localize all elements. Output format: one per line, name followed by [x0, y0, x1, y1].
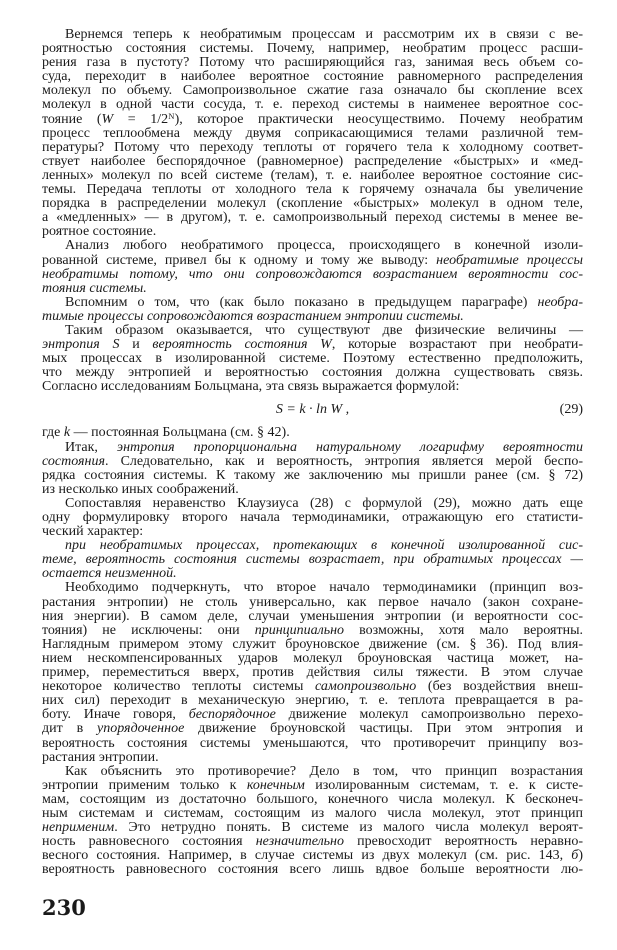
text-segment: тояние ( [42, 111, 102, 127]
text-line [42, 708, 583, 722]
text-line: вероятность состояния системы уменьшаются, что противоречит принципу воз- [42, 735, 583, 751]
text-segment: некоторое количество теплоты системы [42, 679, 316, 695]
text-line: Анализ любого необратимого процесса, происходящего в конечной изоли- [65, 238, 583, 254]
text-line: ческий характер: [42, 524, 144, 540]
text-line [42, 113, 583, 127]
italic-text: самопроизвольно [315, 679, 417, 695]
text-segment: тояния) не исключены: они [42, 622, 255, 638]
text-line: молекул в одной части сосуда, т. е. переход системы в наименее вероятное сос- [42, 97, 583, 113]
italic-text: необратимые процессы [436, 252, 584, 268]
paragraph [42, 539, 583, 581]
text-line: при необратимых процессах, протекающих в конечной изолированной сис- [65, 538, 583, 554]
text-line: Таким образом оказывается, что существуют две физические величины — [65, 322, 583, 338]
formula-29 [42, 394, 583, 426]
text-line: Необходимо подчеркнуть, что второе начало термодинамики (принцип воз- [65, 580, 583, 596]
italic-text: б [571, 848, 579, 864]
text-line: теме, вероятность состояния системы возрастает, при обратимых процессах — [42, 552, 583, 568]
text-line [42, 680, 583, 694]
text-line: мам, состоящим из достаточно большого, конечного числа молекул. К бесконеч- [42, 791, 583, 807]
text-segment: дит в [42, 721, 98, 737]
text-line: пример, переместиться вверх, против действия силы тяжести. В этом случае [42, 665, 583, 681]
formula-expression: S = k · ln W , [275, 402, 350, 418]
italic-text: тояния системы. [42, 280, 147, 296]
text-line: роятное состояние. [42, 224, 157, 240]
paragraph [42, 239, 583, 295]
text-segment: превосходит вероятность неравно- [344, 834, 584, 850]
text-line: ленных» молекул по всей системе (телам), т. е. наиболее вероятное состояние сис- [42, 167, 583, 183]
paragraph [42, 426, 583, 440]
italic-text: энтропия S [42, 337, 120, 353]
text-line: ния энергии). В самом деле, случаи уменьшения энтропии (и вероятности сос- [42, 608, 583, 624]
text-line: одну формулировку второго начала термодинамики, отражающую его статисти- [42, 510, 583, 525]
text-line [42, 296, 583, 310]
formula-number: (29) [559, 402, 583, 418]
text-line: нием нескомпенсированных ударов молекул броуновская частица может, на- [42, 650, 583, 666]
italic-text: принципиально [254, 622, 345, 638]
paragraph [42, 765, 583, 878]
italic-text: W [101, 111, 114, 127]
text-line: мых процессах в изолированной системе. Поэтому естественно предположить, [42, 351, 583, 367]
text-segment: . Это нетрудно понять. В системе из малого числа молекул вероят- [114, 820, 583, 836]
text-line: процесс теплообмена между двумя соприкасающимися телами различной тем- [42, 125, 583, 141]
text-line: рения газа в пустоту? Потому что расширяющийся газ, занимая весь объем со- [42, 55, 583, 71]
text-line: а «медленных» — в другом), т. е. самопроизвольный переход системы в менее ве- [42, 210, 583, 226]
paragraph [42, 441, 583, 497]
italic-text: тимые процессы сопровождаются возрастанием энтропии системы. [42, 308, 464, 324]
text-line: растания энтропии. [42, 749, 159, 765]
text-line [42, 821, 583, 835]
text-segment: энтропии применим только к [42, 777, 247, 793]
text-line [42, 849, 583, 863]
italic-text: необратимы потому, что они сопровождаются возрастанием вероятности сос- [42, 266, 583, 282]
text-line: пературы? Потому что переходу теплоты от горячего тела к холодному соответ- [42, 139, 583, 155]
text-line: них сил) переходит в механическую энергию, т. е. теплота превращается в ра- [42, 693, 583, 709]
text-line: ным системам и системам, состоящим из малого числа молекул, этот принцип [42, 805, 583, 821]
italic-text: вероятность состояния W [152, 337, 332, 353]
italic-text: необра- [537, 294, 583, 310]
paragraph [42, 497, 583, 539]
text-line: из несколько иных соображений. [42, 481, 239, 497]
text-segment: . Следовательно, как и вероятность, энтропия является мерой беспо- [104, 453, 583, 469]
text-line: Как объяснить это противоречие? Дело в том, что принцип возрастания [65, 763, 583, 779]
text-line: Согласно исследованиям Больцмана, эта связь выражается формулой: [42, 379, 460, 395]
text-segment: ность равновесного состояния [42, 834, 256, 850]
paragraph [42, 324, 583, 394]
text-segment: рованной системе, привел бы к одному и тому же выводу: [42, 252, 437, 268]
text-line: порядка в распределении молекул (скопление «быстрых» молекул в одном теле, [42, 196, 583, 212]
page-body [42, 28, 583, 877]
paragraph [42, 28, 583, 239]
text-line [42, 441, 583, 455]
text-line: растания энтропии) не столь универсально, как первое начало (закон сохране- [42, 594, 583, 610]
text-line: суда, переходит в наиболее вероятное состояние равномерного распределения [42, 69, 583, 85]
paragraph [42, 296, 583, 324]
paragraph [42, 581, 583, 764]
text-segment: возможны, хотя мало вероятны. [344, 622, 583, 638]
text-line: Вернемся теперь к необратимым процессам и рассмотрим их в связи с ве- [65, 27, 583, 42]
text-line [42, 779, 583, 793]
text-line [42, 455, 583, 469]
text-segment: (без воздействия внеш- [416, 679, 583, 695]
text-line: что между энтропией и вероятностью состояния должна существовать связь. [42, 365, 583, 381]
italic-text: незначительно [255, 834, 344, 850]
text-segment: движение молекул самопроизвольно перехо- [275, 707, 583, 723]
italic-text: беспорядочное [188, 707, 276, 723]
text-segment: изолированным системам, т. е. к систе- [304, 777, 583, 793]
text-line: остается неизменной. [42, 566, 177, 582]
text-line: ствует наиболее беспорядочное (равномерное) распределение «быстрых» и «мед- [42, 153, 583, 169]
text-line: темы. Передача теплоты от холодного тела к горячему означала бы увеличение [42, 182, 583, 198]
italic-text: неприменим [42, 820, 115, 836]
text-line [42, 722, 583, 736]
italic-text: состояния [42, 453, 105, 469]
text-segment: весного состояния. Например, в случае системы из двух молекул (см. рис. 143, [42, 848, 572, 864]
text-segment: ) [578, 848, 583, 864]
text-segment: и [119, 337, 153, 353]
text-line: молекул по объему. Самопроизвольное сжатие газа означало бы скопление всех [42, 83, 583, 99]
text-line: Сопоставляя неравенство Клаузиуса (28) с формулой (29), можно дать еще [65, 495, 583, 511]
italic-text: k [63, 425, 71, 441]
text-line [42, 338, 583, 352]
text-segment: движение броуновской частицы. При этом энтропия и [184, 721, 584, 737]
text-line [42, 254, 583, 268]
italic-text: энтропия пропорциональна натуральному логарифму вероятности [116, 439, 583, 455]
text-line [42, 624, 583, 638]
text-line [42, 835, 583, 849]
italic-text: упорядоченное [97, 721, 185, 737]
text-line: роятностью состояния системы. Почему, например, необратим процесс расши- [42, 41, 583, 57]
page-number: 230 [42, 895, 86, 920]
text-line [42, 282, 583, 296]
italic-text: конечным [246, 777, 305, 793]
text-line: вероятность равновесного состояния всего лишь вдвое больше вероятности лю- [42, 862, 583, 878]
text-segment: — постоянная Больцмана (см. § 42). [70, 425, 290, 441]
text-line: Наглядным примером этому служит броуновское движение (см. § 36). Под влия- [42, 636, 583, 652]
text-segment: где [42, 425, 64, 441]
text-segment: , которые возрастают при необрати- [331, 337, 583, 353]
text-line [42, 268, 583, 282]
text-segment: боту. Иначе говоря, [42, 707, 189, 723]
text-line: рядка состояния системы. К такому же заключению мы пришли ранее (см. § 72) [42, 467, 583, 483]
text-segment: = 1/2ᴺ), которое практически неосуществимо. Почему необратим [113, 111, 583, 127]
text-line [42, 310, 583, 324]
text-segment: Вспомним о том, что (как было показано в предыдущем параграфе) [65, 294, 538, 310]
text-segment: Итак, [65, 439, 117, 455]
text-line [42, 426, 583, 440]
